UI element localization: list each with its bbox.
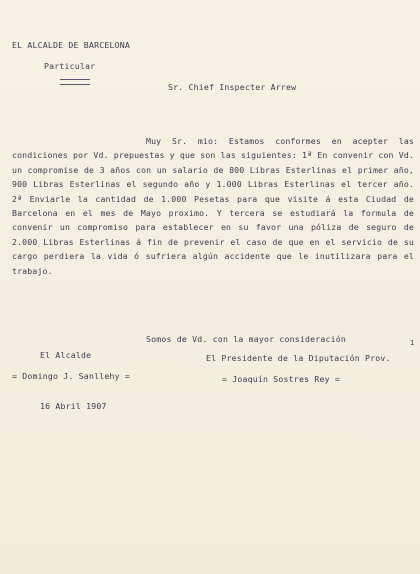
letterhead-title: EL ALCALDE DE BARCELONA [12,40,130,50]
signatory-left-title: El Alcalde [40,350,92,360]
signatory-right-name: = Joaquín Sostres Rey = [222,374,340,384]
signatory-right-title: El Presidente de la Diputación Prov. [206,353,391,363]
letter-date: 16 Abril 1907 [40,401,107,411]
signatory-left-name: = Domingo J. Sanllehy = [12,371,130,381]
signatory-right-superscript: 1 [410,339,415,347]
closing-line: Somos de Vd. con la mayor consideración [146,334,347,344]
letterhead-subtitle: Particular [44,61,96,71]
letterhead-double-rule [60,79,90,85]
letter-body: Muy Sr. mio: Estamos conformes en acepter las condiciones por Vd. prepuestas y que son las siguientes: 1ª En convenir con Vd. un compromise de 3 años con un salario de 800 Libras Esterlinas el primer año, 900 Libras Esterlinas el segundo año y 1.000 Libras Esterlinas el tercer año. 2ª Enviarle la cantidad de 1.000 Pesetas para que visite á esta Ciudad de Barcelona en el mes de Mayo proximo. Y tercera se estudiará la formula de convenir un compromiso para establecer en su favor una póliza de seguro de 2.000 Libras Esterlinas á fin de prevenir el caso de que en el servicio de su cargo perdiera la vida ó sufriera algún accidente que le inutilizara para el trabajo. [12,136,414,276]
addressee: Sr. Chief Inspecter Arrew [168,82,297,92]
